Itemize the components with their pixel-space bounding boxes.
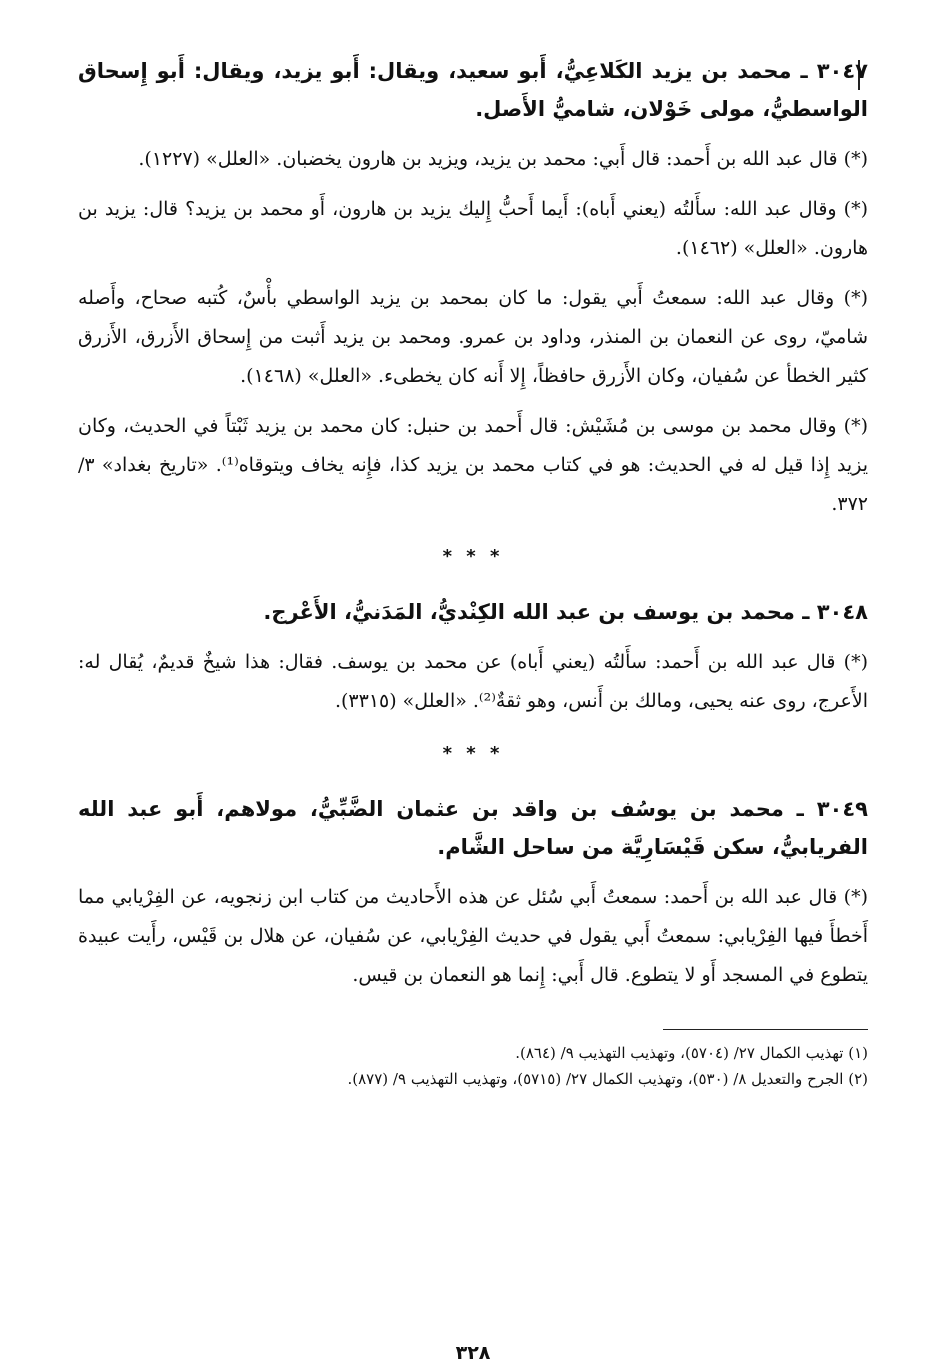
entry-paragraph: (*) وقال عبد الله: سمعتُ أَبي يقول: ما كان بمحمد بن يزيد الواسطي بأْسٌ، كُتبه صحاح، وأَصله شاميّ، روى عن النعمان بن المنذر، وداود بن عمرو. ومحمد بن يزيد أَثبت من إِسحاق الأَزرق، الأَزرق كثير الخطأ عن سُفيان، وكان الأَزرق حافظاً، إِلا أَنه كان يخطىء. «العلل» (١٤٦٨).	[78, 287, 868, 387]
entry-paragraph: (*) قال عبد الله بن أَحمد: سمعتُ أَبي سُئل عن هذه الأَحاديث من كتاب ابن زنجويه، عن الفِرْيابي مما أَخطأَ فيها الفِرْيابي: سمعتُ أَبي يقول في حديث الفِرْيابي، عن سُفيان، عن هلال بن قَيْس، رأَيت عبيدة يتطوع في المسجد أَو لا يتطوع. قال أَبي: إِنما هو النعمان بن قيس.	[78, 886, 868, 986]
footnote: (١) تهذيب الكمال ٢٧/ (٥٧٠٤)، وتهذيب التهذيب ٩/ (٨٦٤).	[515, 1044, 868, 1062]
entry-paragraph: (*) قال عبد الله بن أَحمد: قال أَبي: محمد بن يزيد، ويزيد بن هارون يخضبان. «العلل» (١٢٢٧).	[138, 148, 868, 170]
book-page	[78, 52, 868, 1364]
entry-paragraph: (*) وقال عبد الله: سأَلتُه (يعني أَباه): أَيما أَحبُّ إِليك يزيد بن هارون، أَو محمد بن يزيد؟ قال: يزيد بن هارون. «العلل» (١٤٦٢).	[78, 198, 868, 259]
entry-title: ٣٠٤٧ ـ محمد بن يزيد الكَلاعِيُّ، أَبو سعيد، ويقال: أَبو يزيد، ويقال: أَبو إِسحاق الواسطيُّ، مولى خَوْلان، شاميُّ الأَصل.	[78, 59, 868, 121]
page-number: ٣٢٨	[455, 1342, 491, 1364]
footnote-divider	[663, 1029, 868, 1030]
entry-3047	[78, 52, 868, 524]
footnote: (٢) الجرح والتعديل ٨/ (٥٣٠)، وتهذيب الكمال ٢٧/ (٥٧١٥)، وتهذيب التهذيب ٩/ (٨٧٧).	[347, 1070, 868, 1088]
entry-paragraph: (*) وقال محمد بن موسى بن مُشَيْش: قال أَحمد بن حنبل: كان محمد بن يزيد ثَبْتاً في الحديث، وكان يزيد إِذا قيل له في الحديث: هو في كتاب محمد بن يزيد كذا، فإِنه يخاف ويتوقاه⁽¹⁾. «تاريخ بغداد» ٣/ ٣٧٢.	[78, 415, 868, 515]
section-separator: * * *	[442, 743, 504, 764]
section-separator: * * *	[442, 546, 504, 567]
entry-3049	[78, 790, 868, 995]
entry-3048	[78, 593, 868, 721]
entry-paragraph: (*) قال عبد الله بن أَحمد: سأَلتُه (يعني أَباه) عن محمد بن يوسف. فقال: هذا شيخٌ قديمٌ، يُقال له: الأَعرج، روى عنه يحيى، ومالك بن أَنس، وهو ثقةٌ⁽²⁾. «العلل» (٣٣١٥).	[78, 651, 868, 712]
entry-title: ٣٠٤٨ ـ محمد بن يوسف بن عبد الله الكِنْديُّ، المَدَنيُّ، الأَعْرج.	[263, 600, 868, 624]
entry-title: ٣٠٤٩ ـ محمد بن يوسُف بن واقد بن عثمان الضَّبِّيُّ، مولاهم، أَبو عبد الله الفريابيُّ، سكن قَيْسَارِيَّة من ساحل الشَّام.	[78, 797, 868, 859]
